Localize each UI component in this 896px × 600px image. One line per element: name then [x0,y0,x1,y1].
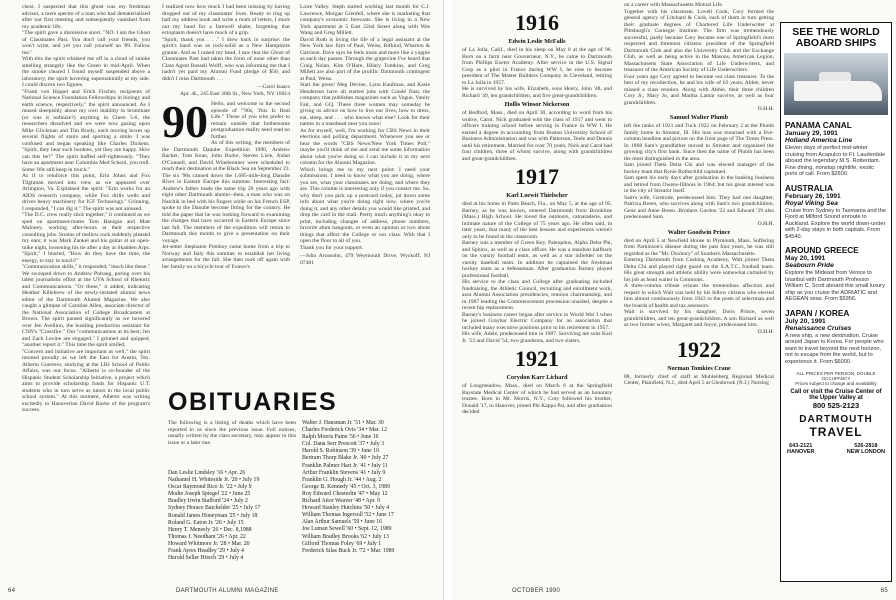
cruise-ship: Royal Viking Sea [785,199,838,207]
cruise-destination: AROUND GREECE [785,245,859,255]
column-2-text-a: I realized now how much I had been missing by having dropped out of my classmates' lives. Ready to ring up half my address book and write a ream of letters, I stuck out my hand for a farewell shake, forgetting that ectoplasm doesn't have much of a grip. "Spirit, thank you . . ." I drew back in surprise: the spirit's hand was as rock-solid as a New Hampshire granite. And as I raised my head, I saw that the Ghost of Classmates Past had taken the form of none other than Class Agent Russell Wolff, who was informing me that I hadn't yet paid my Alumni Fund pledge of $50, and didn't I miss Dartmouth . . . [162,4,290,82]
cruise-ship: Seabourn Pride [785,262,834,269]
obituary-text: died on April 5 at Newfield House in Plymouth, Mass. Suffering from Parkinson's disease during the past four years, he was still regarded as the "Mr. Duxbury" of Southern Massachusetts. Entering Dartmouth from Cushing Academy, Walt joined Theta Delta Chi and played right guard on the S.A.T.C. football team. His great strength and athletic ability were somewhat curtailed by his job as head waiter in Commons. A three-column tribute echoes the tremendous affection and respect in which Walt was held by his fellow citizens who elected him almost continuously from 1943 to the posts of selectman and the boards of health and tax assessors. Walt is survived by his daughter, Doris Prince, seven grandchildren, and ten great-grandchildren. A son Richard as well as two former wives, Margaret and Joyce, predeceased him. [624,237,774,328]
class-year: 1917 [515,164,559,189]
cruise-item [781,178,891,241]
column-2-signature: —Carol Isaacs Apt. 4L, 245 East 30th St., New York, NY 10014 [180,84,290,97]
obituary-entry: Gifford Thomas Foley '69 • July 1 [302,540,382,547]
class-year: 1921 [515,346,559,371]
cruise-advertisement [780,22,892,582]
obituary-name: Samuel Walter Plumb [669,114,729,121]
obituary-entry: George B. Kennedy '45 • Oct. 3, 1989 [302,483,390,490]
obituary-signature: O.H.H. [757,106,774,112]
obituary-text: of Longmeadow, Mass., died on March 6 at the Springfield Baystate Medical Center of which he had served as an honorary trustee. Born in Mt. Morris, N.Y., Coty followed his brother, Donald '17, to Hanover, joined Phi Kappa Psi, and after graduation decided [462,383,614,415]
class-year: 1916 [515,10,559,35]
cruise-description: Explore the Mideast from Venice to Istanbul with Dartmouth Professor William C. Scott aboard this small luxury ship as you cruise the ADRIATIC and AEGEAN seas. From $5956. [785,270,885,302]
obituary-entry: Walter J. Hausman Jr. '31 • Mar. 30 [302,420,384,426]
column-3-text: Loire Valley. Steph started working last month for C.J. Lawrence, Morgan Grenfell, where she is marketing that company's economic forecasts. She is living in a New York apartment at 5 East 22nd Street along with Wes Wang and Greg Millett. David Roth is living the life of a legal assistant at the New York law firm of Paul, Weiss, Rifkind, Wharton & Garrison. Dave says he feels more and more like a yuppie as each day passes. Through the grapevine I've heard that Craig Nolan, Kim O'Hare, Hilary Tomkins, and Greg Millett are also part of the prolific Dartmouth contingent at Paul, Weiss. Start the press! Meg Devine, Lynn Kaufman, and Kasie Henderson have all started jobs with Condé Nast, the company that publishes magazines such as Vogue, Vanity Fair, and GQ. These three women may someday be giving us advice on how to live our lives, how to dress, eat, sleep, and . . . who knows what else? Look for their names in a masthead near you soon! As for myself, well, I'm working for CBS News in their elections and polling department. Whenever you see or hear the words "CBS News/New York Times Poll," maybe you'll think of me and send me some information about what you're doing so I can include it in my next column for the Alumni Magazine. Which brings me to my next point: I need your submissions. I need to know what you are doing, where you are, what your classmates are doing, and where they are. This column is interesting only if you contact me. So, why don't you pick up a postcard today, jot down some info about what you're doing right now, where you're doing it, and any other details you would like printed, and drop the card in the mail. Pretty much anything's okay to print, including changes of address, phone numbers, favorite alum hangouts, or even an opinion or two about things that affect the College or our class. With that I open the floor to all of you. Thank you for your support. [300,4,430,251]
cruise-destination: AUSTRALIA [785,182,833,193]
obituary-entry: Thomas J. Needham '26 • Apr. 22 [168,533,246,540]
obituary-entry: Howard Whitmore Jr. '28 • Mar. 20 [168,540,250,547]
cruise-list [781,115,891,365]
column-2-text-b: Hello, and welcome to the second episode of "'90s, This Is Real Life." Those of you who prefer to remain outside that bothersome postgraduation reality need read no further. As of this writing, the members of the Dartmouth Danube Expedition 1990, Andrew Backer, Tom Kean, John Burke, Steven Lisle, Aidan O'Connell, and David Winebrenner were scheduled to reach their destination at the Black Sea on September 23. The six '90s canoed down the 1,685-mile-long Danube River in Eastern Europe this summer. Interesting fact: Andrew's father made the same trip 26 years ago with eight other Dartmouth alumni--then, a man who was on Natchik in bed with his fingers while on his French ESP, spoke to the Danube become fitting for the country. He told the paper that he was looking forward to examining the changes that have occurred in Eastern Europe since last fall. The members of the expedition will return to Dartmouth this month to give a presentation on their voyage. Jet-setter Stephanie Pomboy came home from a trip to Norway and Italy this summer to establish her living arrangements for the fall. She then took off again with her family on a bicycle tour of France's [162,101,290,270]
class-year: 1922 [677,336,721,362]
office-hanover: 643-2121 HANOVER [787,443,815,455]
obituary-entry: Oscar Raymond Rice Jr. '22 • July 9 [168,484,252,491]
left-page-number: 64 [8,588,16,594]
obituary-entry: Ronald James Honeyman '25 • July 18 [168,512,258,519]
obituary-entry: Joe Luman Sewell '60 • Sept. 12, 1989 [302,526,392,533]
obituary-text: died at his home in Palm Beach, Fla., on May 5, at the age of 95. Barney, as he was known, entered Dartmouth from Brookline (Mass.) High School. He loved the outdoors, camaraderie, and intimate nature of the College of 75 years ago. He often said, in later years, that many of the best lessons and experiences weren't only to be found in the classroom. Barney was a member of Green Key, Paleopitus, Alpha Delta Phi, and Sphinx, as well as a class officer. He was a standout halfback on the varsity football team, as well as a star infielder on the varsity baseball team. In addition he captained the freshman hockey team as a defenseman. After graduation Barney played professional football. His service to the class and College after graduating included fundraising, the Athletic Council, recruiting and enrollment work, area Alumni Association presidencies, reunion chairmanship, and in 1987 leading the Commencement procession unaided, despite a recent hip replacement. Barney's business career began after service in World War I when he joined Graybar Electric Company for an association that included many executive positions prior to his retirement in 1957. His wife, Adele, predeceased him in 1987. Surviving are sons Karl Jr. '52 and David '54, two grandsons, and two sisters. [462,201,612,344]
office-new-london: 526-2818 NEW LONDON [846,443,885,455]
obituary-entry: William Bradley Brooks '62 • July 13 [302,533,389,540]
column-1-text: chest. I suspected that this ghost was my freshman advisor, a mere spectre of a man who had dematerialized after our first meeting and subsequently vanished from my academic life. "The spirit gave a dismissive snort. "NO. I am the Ghost of Classmates Past. You don't call your friends, you won't write, and yet you call yourself an '89. Follow me." With this the spirit whisked me off in a cloud of smoke smelling strangely like the Green in mid-April. When the smoke cleared I found myself suspended above a laboratory, the spirit hovering supernaturally at my side. I could discern two figures. "Frank von Hippel and Erich Fischer, recipients of National Science Foundation Fellowships in biology and earth science, respectively," the spirit announced. As I mused sheepishly about my own inability to brominate (or was it iodinize?) anything in Chem 5-6, the researchers dissolved and we were now gazing upon Mike Glickman and Tim Brody, each moving boxes up several flights of stairs and sporting a smile. I was confused and began speaking like Charles Dickens. "Spirit, they bear such burdens, yet they are happy. How can this be?" The spirit huffed self-righteously. "They have an apartment near Columbia Med School, you troll. Some '89s still keep in touch." As if to reinforce this point, Erin Johns and Fox Tilghman moved into view as we appeared over Arlington, Va. Explained the spirit: "Erin works for an AIDS research company, while Fox drills wells and drives heavy machinery for ICF Technology." Grinning, I responded, "I can dig it." The spirit was not amused. "The D.C. crew really stick together," it continued as we sped on apartment-mates Tom Hanigan and Matt Maloney, working after-hours at their respective consulting jobs. Strains of mellow rock suddenly pleased my ears; it was Mark Zankel and his guitar at an open-mike night, loosening his tie after a day at Skadden Arps. "Spirit," I blurted, "How do they have the time, the energy, to stay in touch?" "Communication skills," it responded, "much like these." We swooped down to Andrew Polrang, poring over his latest journalistic effort at the UVA School of Rhetoric and Communications. "Or these," it added, indicating Heather Killebrew of the newly-instated alumni news editor of the Dartmouth Alumni Magazine. We also caught a glimpse of Caroline Allen, associate director of the National Association of College Broadcasters at Brown. The spirit paused significantly as we hovered over Jen Avellino, the bustling production assistant for CNN's "Crossfire." Our "communications at its best; Jen and Zach Levine are engaged." I grinned and quipped, "another report it." This time the spirit smiled. "Concern and initiative are important as well," the spirit intoned proudly as we left the East for Austin, Tex. Alberto Guerrero, studying at the LBJ School of Public Affairs, was our focus. "Alberto is co-founder of the Hispanic Student Scholarship Initiative, a project which aims to provide scholarship funds for Hispanic U.T. students who in turn serve as tutors in the local public school system." At this moment, Alberto was writing excitedly to Hanoverian David Burke of the program's success. [22,4,151,413]
obituary-entry: Ralph Morris Paine '36 • June 16 [302,434,379,441]
obituary-entry: Sydney Horace Batchelder '25 • July 17 [168,505,261,512]
obituary-entry: Richard Aitor Weaver '48 • Apr. 9 [302,498,381,505]
obituary-entry: Harold S. Robinson '39 • June 10 [302,448,379,455]
column-2 [162,4,290,384]
obituary-list-left [168,470,296,562]
dartmouth-travel-logo-bottom: TRAVEL [809,425,863,439]
ad-call-text: Call or visit the Cruise Center of the Upper Valley at [790,389,882,401]
cruise-description: Eleven days of perfect mid-winter cruising from Acapulco to Ft. Lauderdale aboard the legendary M.S. Rotterdam. Fine dining, nonstop nightlife, exotic ports of call. From $2600. [785,145,886,177]
cruise-destination: JAPAN / KOREA [785,307,850,318]
obituary-signature: O.H.H. [757,220,774,227]
obituary-text: left the ranks of 1921 and Tuck 1922 on February 2 at the Plumb family home in Streator, Ill. His loss was mourned with a five-column headline and picture on the front page of The Times Press. In 1868 Sam's grandfather moved to Streator and organized the growing city's first bank. Since then the name of Plumb has been the most distinguished in the area. Sam joined Theta Delta Chi and was elected manager of the hockey team that Rynie Rothschild captained. Sam spent his early days after graduation in the banking business and retired from Owens-Illinois in 1964; but his great interest was in the city of Streator itself. Sam's wife, Gertrude, predeceased him. They had one daughter, Patricia Breen, who survives along with Sam's two grandchildren, Gene and Anne Breen. Brothers Gordon '22 and Edward '29 also predeceased Sam. [624,123,774,220]
right-page-number: 65 [880,588,888,594]
cruise-item [781,240,891,303]
cruise-item [781,303,891,366]
office-phones [781,439,891,455]
obituary-text: of Bedford, Mass., died on April 30, according to word from his widow, Carol. Nick graduated with the class of 1917 and went to officers training school before serving in France in WW I. He earned a degree in accounting from Boston University School of Business Administration and was with Patterson, Teele and Dennis until his retirement. Married for over 70 years, Nick and Carol had four children, three of whom survive, along with grandchildren and great-grandchildren. [462,110,614,162]
obituary-entry: Harold Seller Hirsch '29 • July 4 [168,555,244,562]
cruise-item [781,115,891,178]
obituaries-heading: OBITUARIES [168,388,338,416]
ad-headline: SEE THE WORLD ABOARD SHIPS [792,26,880,49]
obituary-entry: Bertram Thorp Blake Jr. '40 • July 27 [302,455,389,462]
obituary-entry: Col. Dana Serr Prescott '37 • July 3 [302,441,384,448]
obituary-text: 88, formerly chief of staff at Muhlenberg Regional Medical Center, Plainfield, N.J., died April 5 at Glenbrook (N.J.) Nursing [624,373,776,386]
obituary-entry: Arthur Franklin Stevens '41 • July 9 [302,469,386,476]
cruise-ship-illustration [784,53,888,115]
obituary-name: Corydon Karr Lichard [506,374,568,381]
obituary-entry: Alan Arthur Samuels '59 • June 16 [302,519,383,526]
cruise-date: February 26, 1991 [785,192,841,200]
obituary-entry: Charles Frederick Ovis '34 • Mar. 12 [302,427,388,434]
obituary-entry: William Thomas Ingersoll '52 • June 17 [302,512,394,519]
obituary-entry: Henry T. Meneely '26 • Dec. 8,1988 [168,526,252,533]
obituary-list-right [302,420,432,555]
obituary-entry: Modie Joseph Spiegel '22 • June 25 [168,491,251,498]
obituaries-intro: The following is a listing of deaths which have been reported to us since the previous issue. Full notices, usually written by the class secretary, may appear in this issue or a later one. [168,420,298,446]
dartmouth-travel-logo-top: DARTMOUTH [799,414,873,425]
left-page [0,0,444,600]
obituary-text: on a career with Massachusetts Mutual Life. Together with his classmate, Lovell Cook, Cory formed the general agency of Litchard & Cook, each of them in turn getting their graduate degrees of Chartered Life Underwriter at Pittsburgh's Carnegie Institute. The firm was tremendously successful, partly because Cory became one of Springfield's most respected and foremost citizens: president of the Springfield Dartmouth Club and also the University Club and the Exchange Club, as well as being active in the Masons, American Legion, Massachusetts State Association of Life Underwriters, and treasurer of the American Society of Life Underwriters. Four years ago Cory agreed to become our class treasurer. To the best of my recollection, he and his wife of 63 years, Abbie, never missed a class reunion. Along with Abbie, their three children Cory Jr., Mary Jo, and Martha Lamar survive, as well as four grandchildren. [624,2,774,106]
obituary-entry: Franklin G. Hough Jr. '44 • Aug. 2 [302,476,382,483]
obituary-entry: Roy Edward Chesterlin '47 • May 12 [302,490,388,497]
obituary-entry: Frederick Silas Buck Jr. '72 • Mar. 1989 [302,547,395,554]
right-page-footer: OCTOBER 1990 [512,588,561,594]
obituary-entry: Dan Leslie Lindsley '16 • Apr. 26 [168,470,246,476]
obituary-entry: Roland G. Eaton Jr. '26 • July 15 [168,519,244,526]
obituary-entry: Frank Ayres Headley '29 • July 4 [168,548,244,555]
column-3 [300,4,430,384]
cruise-ship: Renaissance Cruises [785,324,852,332]
ad-fine-print: ALL PRICES PER PERSON, DOUBLE OCCUPANCY Prices subject to change and availability [795,371,877,386]
obituary-entry: Howard Stanley Hutchins '50 • July 4 [302,505,390,512]
cruise-description: Cruise from Sydney to Tasmania and the Fjord at Milford Sound enroute to Auckland. Explore the world down-under with 2-day stays in both capitals. From $4540. [785,207,886,240]
obituary-entry: Franklin Palmer Hart Jr. '41 • July 11 [302,462,388,469]
obituary-column-2 [624,2,774,584]
class-year-dropcap: 90 [162,96,208,147]
obituary-entry: Nathaniel H. Whiteside Jr. '20 • July 19 [168,477,260,484]
column-3-signature: —John Aronsohn, 479 Weymouth Drive, Wyckoff, NJ 07481 [300,253,432,266]
cruise-date: January 29, 1991 [785,130,838,137]
obituary-text: of La Jolla, Calif., died in his sleep on May 8 at the age of 96. Born on a farm near Gouverneur, N.Y., he came to Dartmouth from Phillips Exeter Academy. After service in the U.S. Signal Corp as a pilot in France during WW I, he rose to become president of The Master Builders Company in Cleveland, retiring to La Jolla in 1957. He is survived by his wife, Elizabeth, sons Henry, John '48, and Richard '49, ten grandchildren, and five great-grandchildren. [462,47,612,99]
obituary-name: Edwin Leslie McFalls [508,38,566,45]
obituary-name: Karl Loewit Thielscher [506,192,568,199]
obituary-name: Norman Tomkies Crane [667,364,731,372]
cruise-date: July 20, 1991 [785,317,826,325]
obituary-signature: O.H.H. [757,328,774,335]
cruise-destination: PANAMA CANAL [785,120,852,130]
obituary-entry: Bradley Irwin Stafford '24 • July 2 [168,498,248,505]
obituary-name: Hollis Winsor Nickerson [504,101,570,108]
cruise-date: May 20, 1991 [785,255,826,262]
ad-phone: 800 525-2123 [812,401,860,410]
obituary-column-1 [462,8,612,584]
cruise-ship: Holland America Line [785,137,853,144]
cruise-description: A new ship, a new destination. Cruise around Japan to Korea. For people who want to travel beyond the next horizon, not to escape from the world, but to experience it. From $6000. [785,332,884,365]
left-page-footer: DARTMOUTH ALUMNI MAGAZINE [176,588,279,594]
obituary-name: Walter Goodwin Prince [667,228,731,236]
